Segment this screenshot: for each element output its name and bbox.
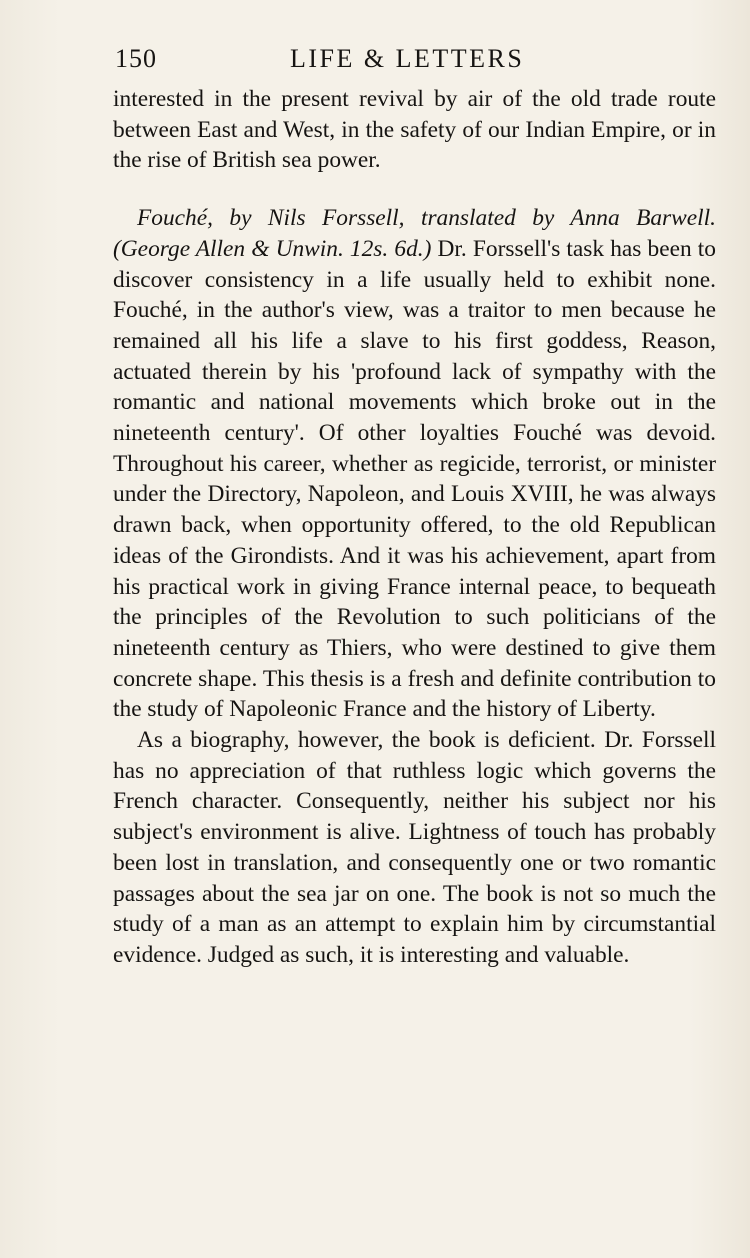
- paragraph-continued: interested in the present revival by air of the old trade route between East and West, in the safety of our Indian Empire, or in the rise of British sea power.: [113, 86, 716, 174]
- review-paragraph: [113, 203, 716, 725]
- running-head: LIFE & LETTERS: [290, 44, 525, 73]
- paragraph: As a biography, however, the book is deficient. Dr. Forssell has no appreciation of that ruthless logic which governs the French character. Consequently, neither his subject nor his subject's environment is alive. Lightness of touch has probably been lost in translation, and consequently one or two romantic passages about the sea jar on one. The book is not so much the study of a man as an attempt to explain him by circumstantial evidence. Judged as such, it is interesting and valuable.: [113, 727, 716, 968]
- article-body: [113, 84, 716, 971]
- book-title: Fouché, by Nils Forssell, translated by Anna Barwell.: [137, 205, 716, 232]
- review-text: Dr. Forssell's task has been to discover consistency in a life usually held to exhibit none. Fouché, in the author's view, was a traitor to men because he remained all his life a slave to his first goddess, Reason, actuated therein by his 'profound lack of sympathy with the romantic and national movements which broke out in the nineteenth century'. Of other loyalties Fouché was devoid. Throughout his career, whether as regicide, terrorist, or minister under the Directory, Napoleon, and Louis XVIII, he was always drawn back, when opportunity offered, to the old Republican ideas of the Girondists. And it was his achievement, apart from his practical work in giving France internal peace, to bequeath the principles of the Revolution to such politicians of the nineteenth century as Thiers, who were destined to give them concrete shape. This thesis is a fresh and definite contribution to the study of Napoleonic France and the history of Liberty.: [113, 235, 716, 723]
- paragraph-spacer: [113, 176, 716, 203]
- page-number: 150: [115, 44, 157, 73]
- page-header: [115, 44, 720, 78]
- publisher-info: (George Allen & Unwin. 12s. 6d.): [113, 235, 432, 262]
